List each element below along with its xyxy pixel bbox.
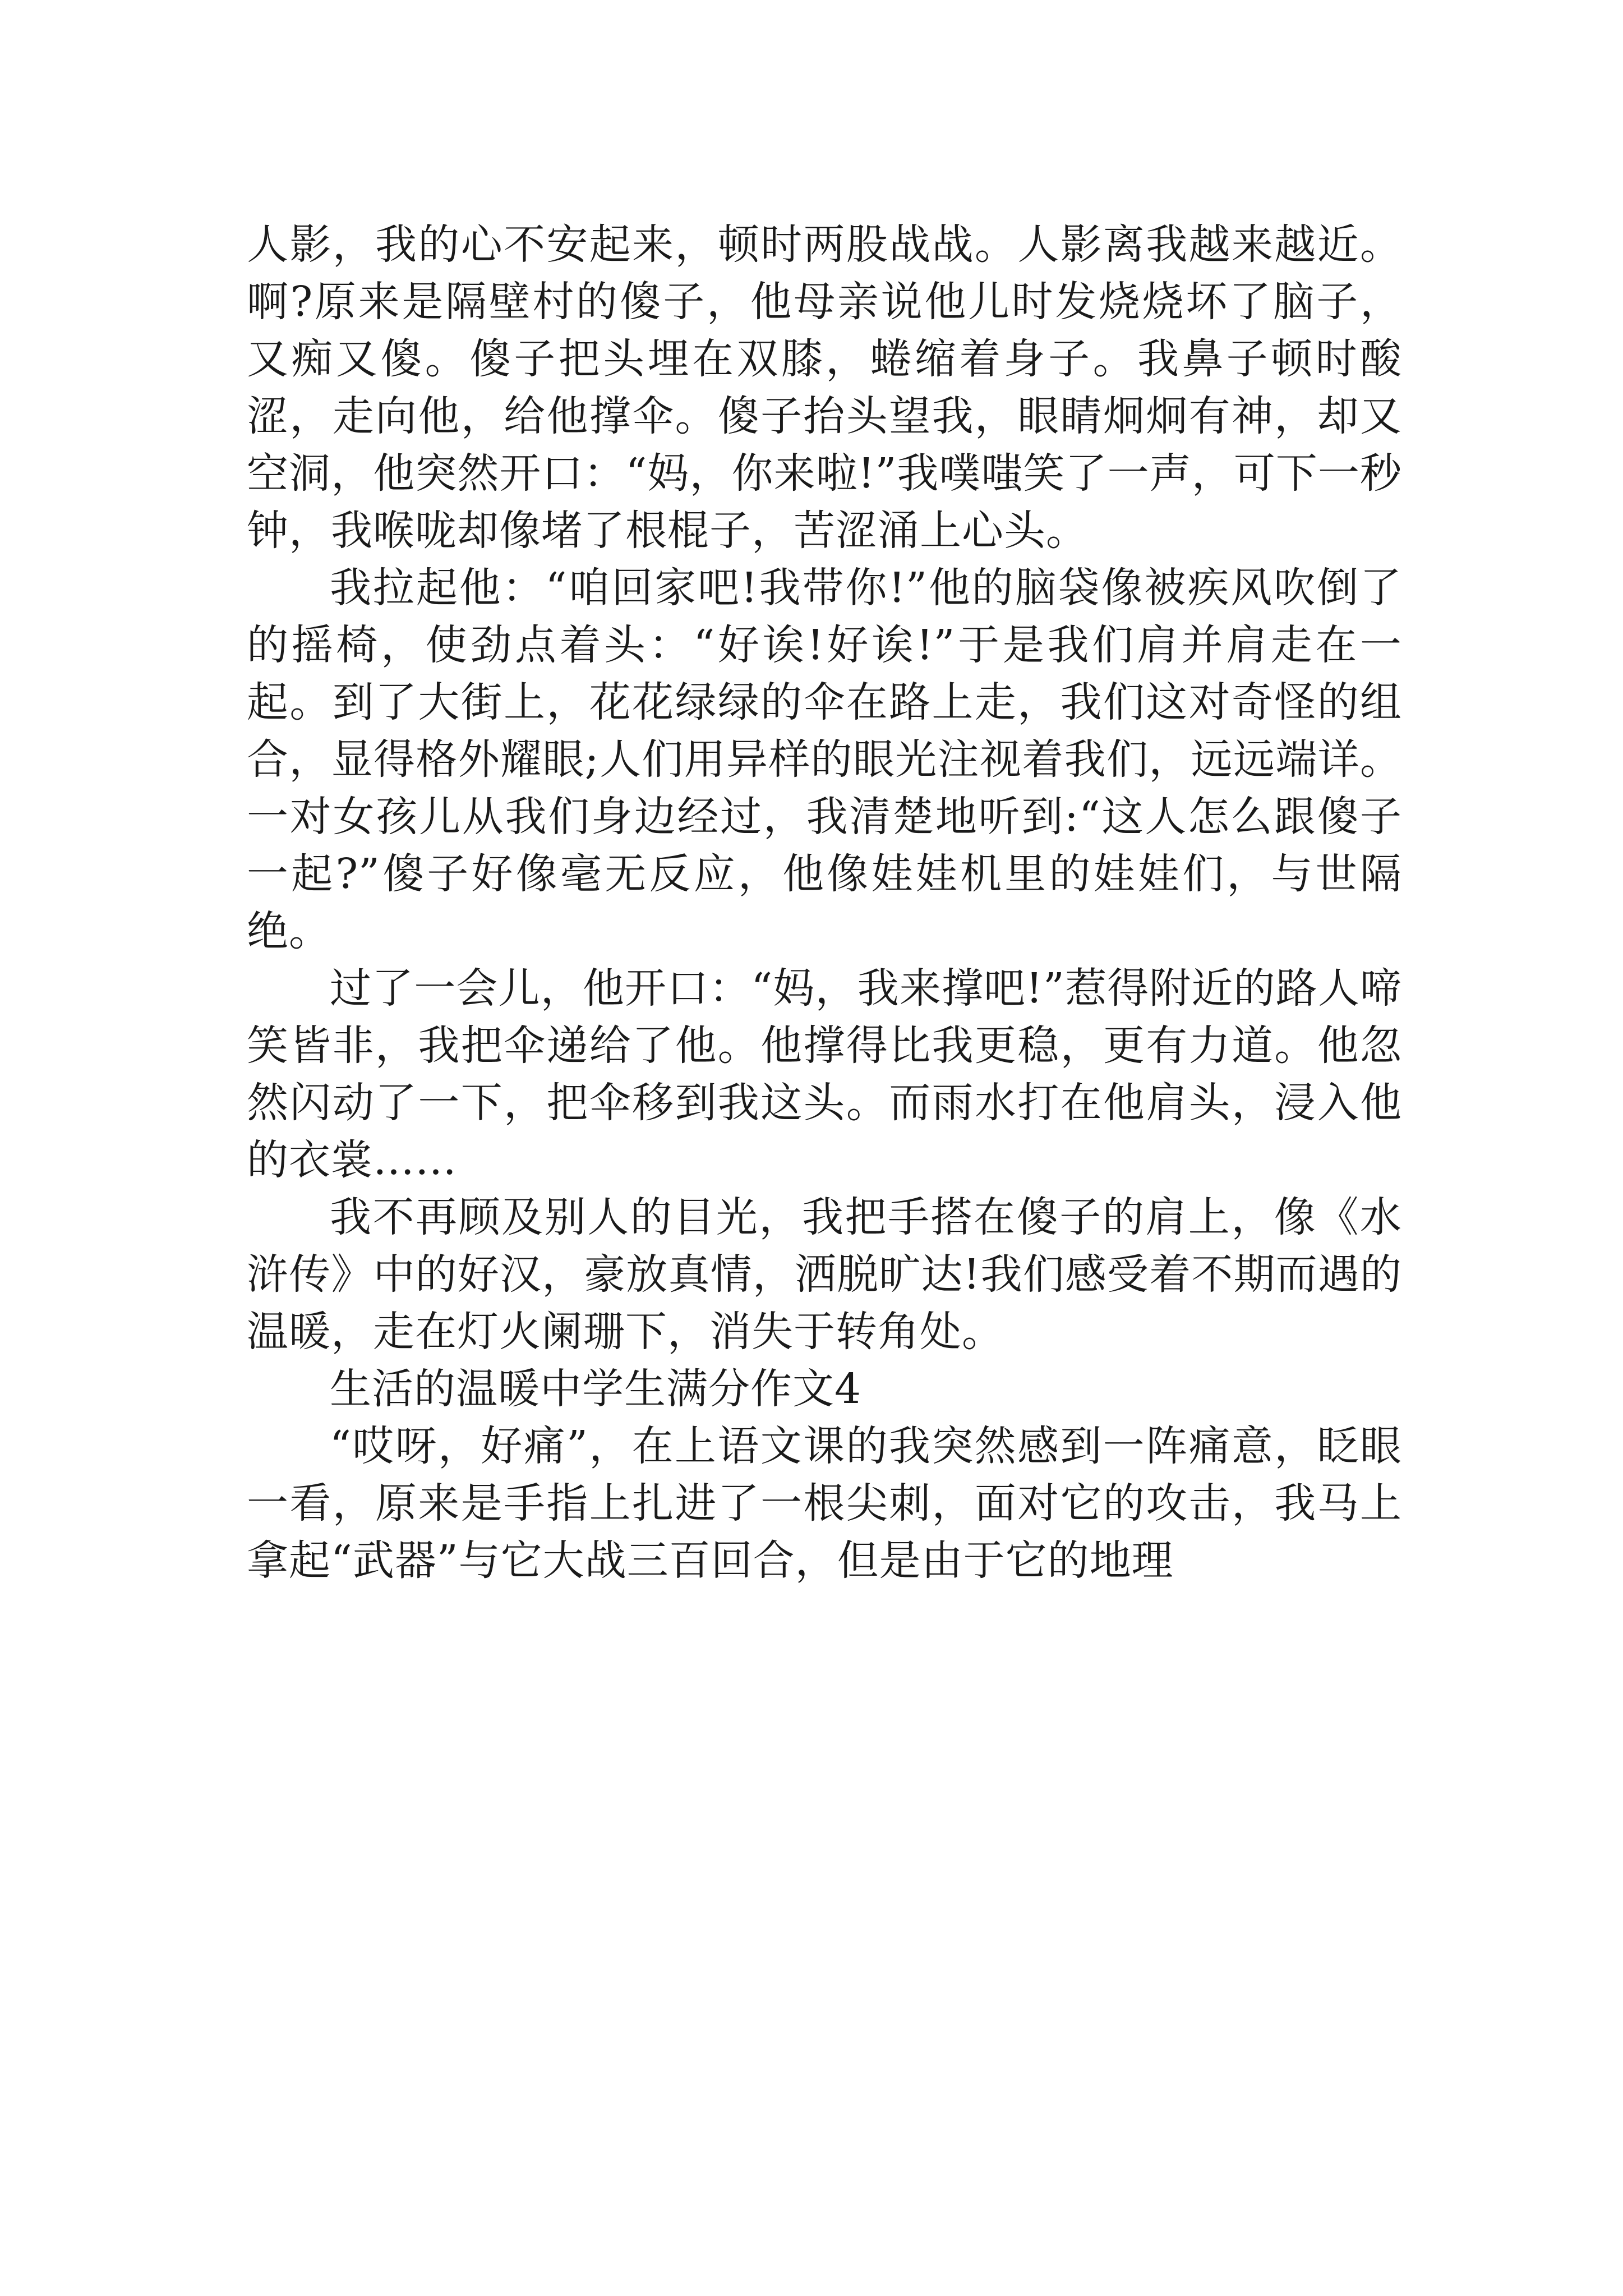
- document-body: [247, 216, 1402, 1589]
- paragraph: 过了一会儿，他开口：“妈，我来撑吧!”惹得附近的路人啼笑皆非，我把伞递给了他。他撑得比我更稳，更有力道。他忽然闪动了一下，把伞移到我这头。而雨水打在他肩头，浸入他的衣裳……: [247, 964, 1402, 1184]
- paragraph: 我不再顾及别人的目光，我把手搭在傻子的肩上，像《水浒传》中的好汉，豪放真情，洒脱旷达!我们感受着不期而遇的温暖，走在灯火阑珊下，消失于转角处。: [247, 1193, 1402, 1356]
- paragraph: 人影，我的心不安起来，顿时两股战战。人影离我越来越近。啊?原来是隔壁村的傻子，他母亲说他儿时发烧烧坏了脑子，又痴又傻。傻子把头埋在双膝，蜷缩着身子。我鼻子顿时酸涩，走向他，给他撑伞。傻子抬头望我，眼睛炯炯有神，却又空洞，他突然开口：“妈，你来啦!”我噗嗤笑了一声，可下一秒钟，我喉咙却像堵了根棍子，苦涩涌上心头。: [247, 220, 1402, 555]
- paragraph: 我拉起他：“咱回家吧!我带你!”他的脑袋像被疾风吹倒了的摇椅，使劲点着头：“好诶!好诶!”于是我们肩并肩走在一起。到了大街上，花花绿绿的伞在路上走，我们这对奇怪的组合，显得格外耀眼;人们用异样的眼光注视着我们，远远端详。一对女孩儿从我们身边经过，我清楚地听到:“这人怎么跟傻子一起?”傻子好像毫无反应，他像娃娃机里的娃娃们，与世隔绝。: [247, 564, 1402, 955]
- section-heading: 生活的温暖中学生满分作文4: [330, 1365, 862, 1413]
- paragraph: “哎呀，好痛”，在上语文课的我突然感到一阵痛意，眨眼一看，原来是手指上扎进了一根尖刺，面对它的攻击，我马上拿起“武器”与它大战三百回合，但是由于它的地理: [247, 1422, 1402, 1585]
